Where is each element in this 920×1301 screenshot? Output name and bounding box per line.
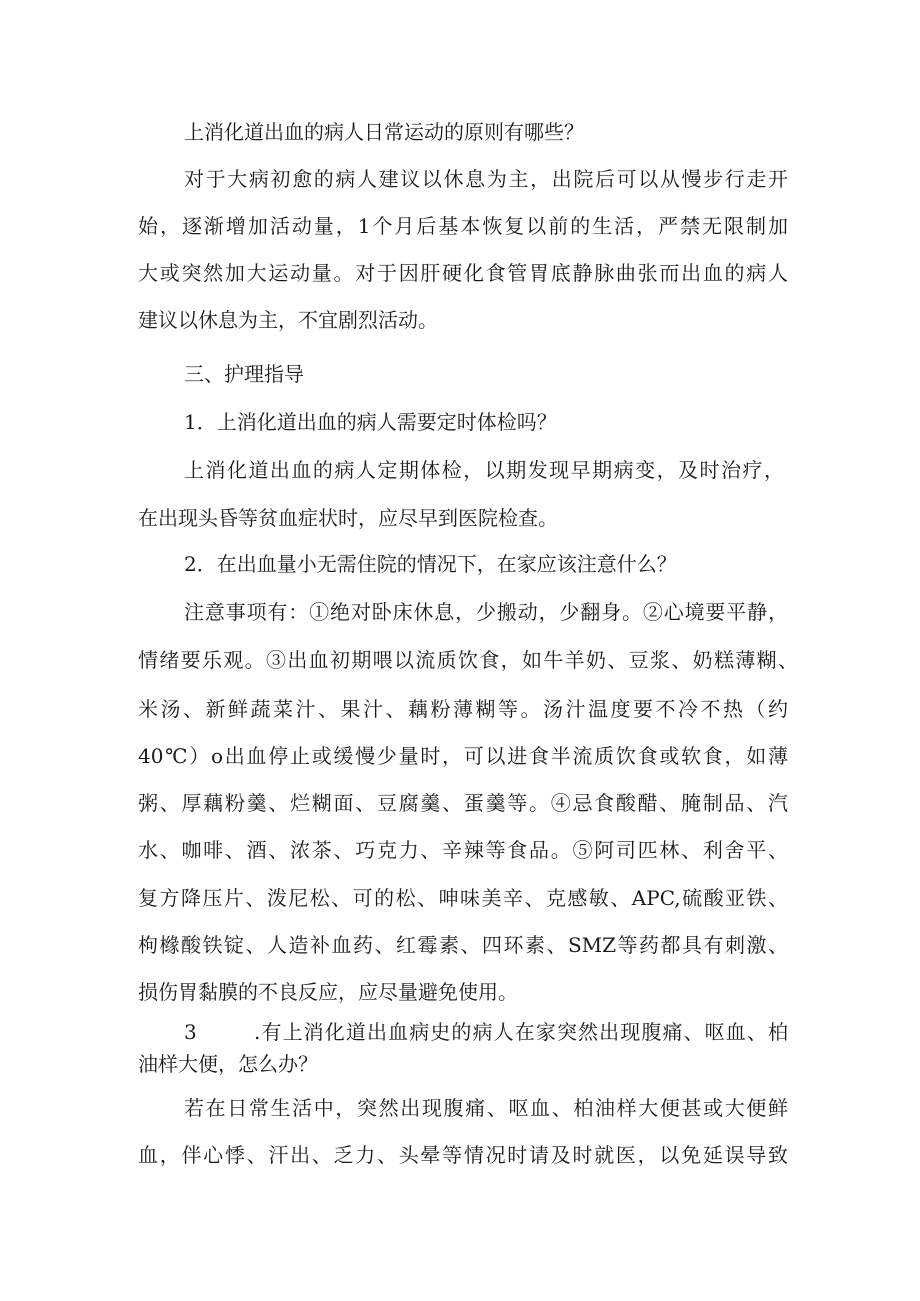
- answer-exercise-line-1: 对于大病初愈的病人建议以休息为主，出院后可以从慢步行走开: [184, 167, 788, 191]
- answer-2-line-1: 注意事项有：①绝对卧床休息，少搬动，少翻身。②心境要平静，: [184, 600, 788, 624]
- answer-2-line-4: 40℃）o出血停止或缓慢少量时，可以进食半流质饮食或软食，如薄: [138, 744, 788, 768]
- answer-2-line-3: 米汤、新鲜蔬菜汁、果汁、藕粉薄糊等。汤汁温度要不冷不热（约: [138, 697, 788, 721]
- answer-1-line-1: 上消化道出血的病人定期体检，以期发现早期病变，及时治疗，: [184, 458, 784, 482]
- question-exercise-principles: 上消化道出血的病人日常运动的原则有哪些？: [184, 120, 584, 144]
- answer-2-line-2: 情绪要乐观。③出血初期喂以流质饮食，如牛羊奶、豆浆、奶糕薄糊、: [138, 648, 798, 672]
- answer-exercise-line-3: 大或突然加大运动量。对于因肝硬化食管胃底静脉曲张而出血的病人: [138, 261, 788, 285]
- question-1-checkup: 1．上消化道出血的病人需要定时体检吗？: [184, 410, 557, 434]
- answer-1-line-2: 在出现头昏等贫血症状时，应尽早到医院检查。: [138, 506, 558, 530]
- answer-2-line-6: 水、咖啡、酒、浓茶、巧克力、辛辣等食品。⑤阿司匹林、利舍平、: [138, 838, 788, 862]
- answer-3-line-2: 血，伴心悸、汗出、乏力、头晕等情况时请及时就医，以免延误导致: [138, 1143, 788, 1167]
- answer-3-line-1: 若在日常生活中，突然出现腹痛、呕血、柏油样大便甚或大便鲜: [184, 1096, 788, 1120]
- answer-2-line-5: 粥、厚藕粉羹、烂糊面、豆腐羹、蛋羹等。④忌食酸醋、腌制品、汽: [138, 791, 788, 815]
- answer-exercise-line-2: 始，逐渐增加活动量，1个月后基本恢复以前的生活，严禁无限制加: [138, 214, 788, 238]
- answer-2-line-7: 复方降压片、泼尼松、可的松、呻味美辛、克感敏、APC,硫酸亚铁、: [138, 886, 788, 910]
- question-3-number: 3: [184, 1020, 197, 1044]
- answer-2-line-8: 枸橼酸铁锭、人造补血药、红霉素、四环素、SMZ等药都具有刺激、: [138, 933, 788, 957]
- section-heading-nursing-guidance: 三、护理指导: [184, 362, 304, 386]
- question-2-home-care: 2．在出血量小无需住院的情况下，在家应该注意什么？: [184, 552, 677, 576]
- question-3-line-1: .有上消化道出血病史的病人在家突然出现腹痛、呕血、柏: [254, 1020, 788, 1044]
- answer-2-line-9: 损伤胃黏膜的不良反应，应尽量避免使用。: [138, 980, 518, 1004]
- answer-exercise-line-4: 建议以休息为主，不宜剧烈活动。: [138, 308, 438, 332]
- question-3-line-2: 油样大便，怎么办？: [138, 1052, 318, 1076]
